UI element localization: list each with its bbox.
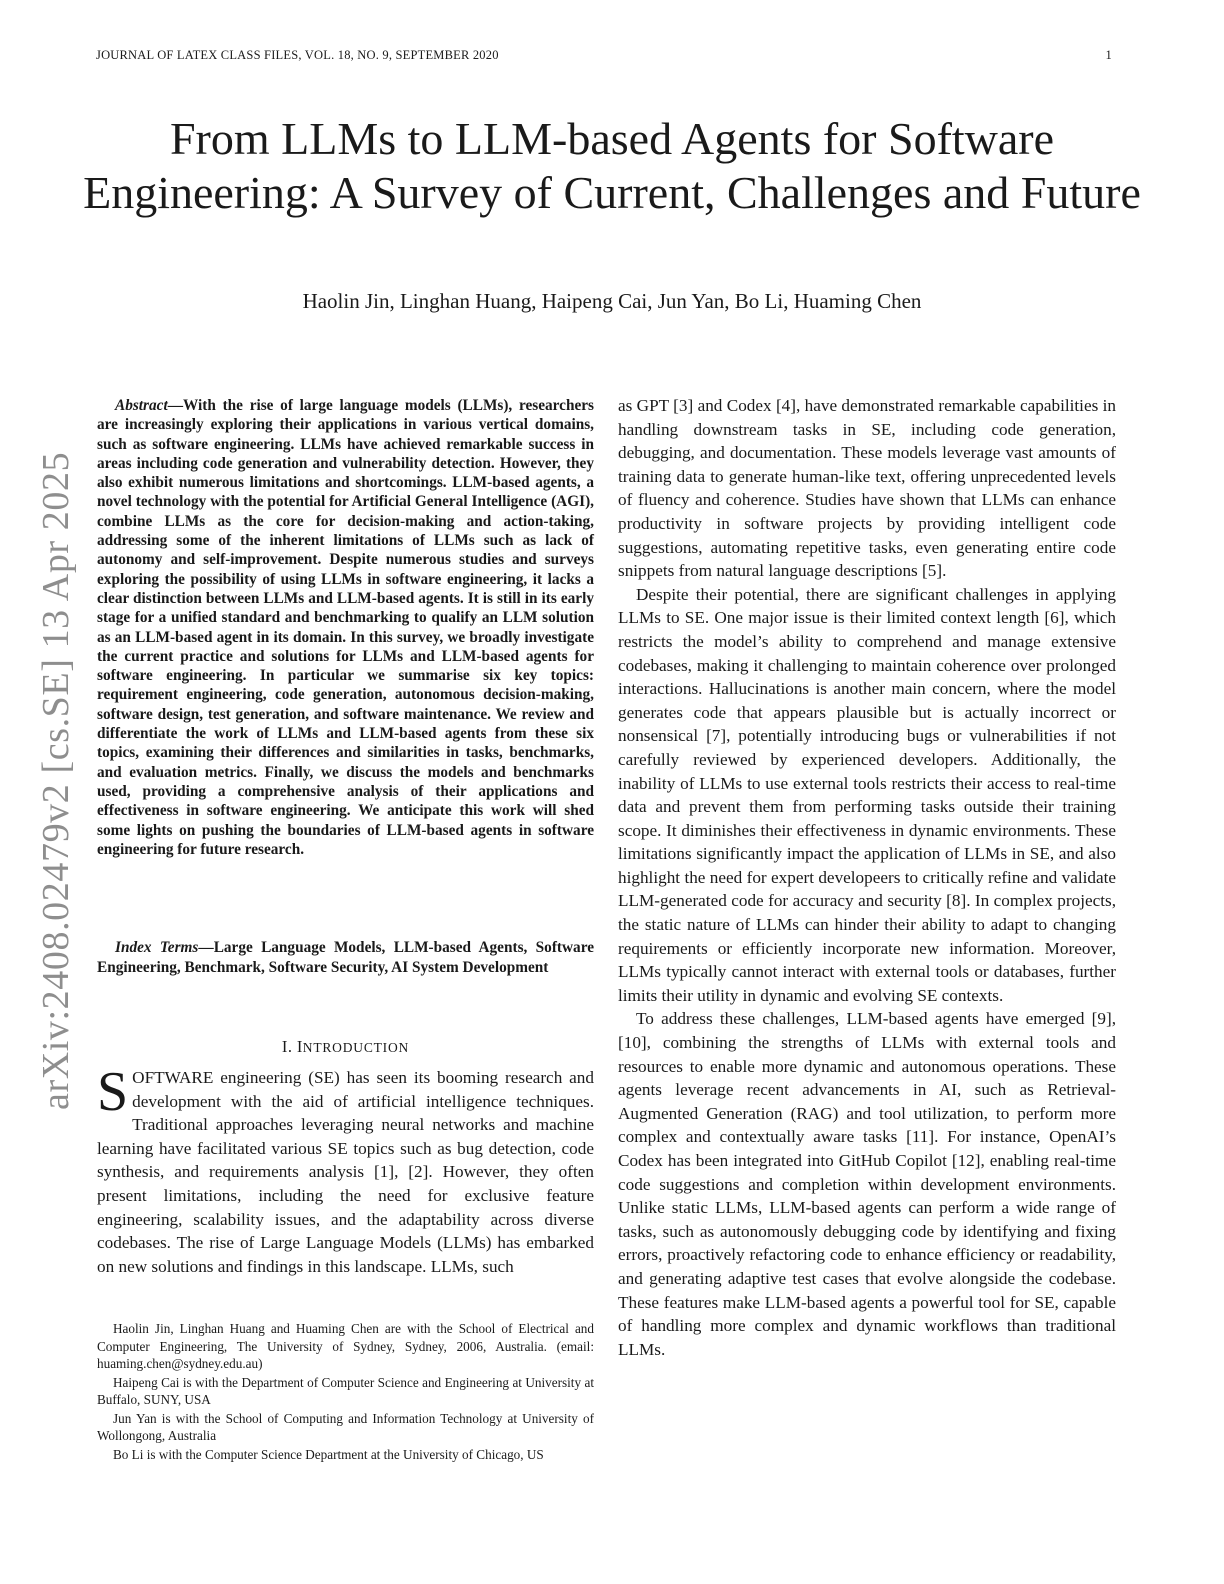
journal-name: JOURNAL OF LATEX CLASS FILES, VOL. 18, NO. 9, SEPTEMBER 2020	[96, 48, 499, 62]
abstract-label: Abstract	[115, 397, 168, 414]
section-number: I. I	[281, 1037, 303, 1056]
intro-text: engineering (SE) has seen its booming research and development with the aid of artificial intelligence techniques. Traditional approaches leveraging neural networks and machine learning have facilitated various SE topics such as bug detection, code synthesis, and requirements analysis [1], [2]. However, they often present limitations, including the need for exclusive feature engineering, scalability issues, and the adaptability across diverse codebases. The rise of Large Language Models (LLMs) has embarked on new solutions and findings in this landscape. LLMs, such	[97, 1068, 594, 1276]
right-column	[618, 394, 1116, 1361]
footnotes	[97, 1320, 594, 1464]
drop-cap: S	[97, 1061, 129, 1123]
author-list: Haolin Jin, Linghan Huang, Haipeng Cai, Jun Yan, Bo Li, Huaming Chen	[302, 289, 922, 313]
body-paragraph: Despite their potential, there are significant challenges in applying LLMs to SE. One major issue is their limited context length [6], which restricts the model’s ability to comprehend and manage extensive codebases, making it challenging to maintain coherence over prolonged interactions. Hallucinations is another main concern, where the model generates code that appears plausible but is actually incorrect or nonsensical [7], potentially introducing bugs or vulnerabilities if not carefully reviewed by experienced developers. Additionally, the inability of LLMs to use external tools restricts their access to real-time data and prevent them from performing tasks outside their training scope. It diminishes their effectiveness in dynamic environments. These limitations significantly impact the application of LLMs in SE, and also highlight the need for expert developeers to critically refine and validate LLM-generated code for accuracy and security [8]. In complex projects, the static nature of LLMs can hinder their ability to adapt to changing requirements or efficiently incorporate new information. Moreover, LLMs typically cannot interact with external tools or databases, further limits their utility in dynamic and evolving SE contexts.	[618, 584, 1116, 1005]
intro-first-word: OFTWARE	[132, 1068, 214, 1087]
footnote-affiliation: Haolin Jin, Linghan Huang and Huaming Chen are with the School of Electrical and Computer Engineering, The University of Sydney, Sydney, 2006, Australia. (email: huaming.chen@sydney.edu.au)	[97, 1321, 594, 1371]
index-terms	[97, 938, 594, 978]
index-terms-label: Index Terms	[115, 939, 199, 956]
section-heading-introduction	[97, 1037, 594, 1057]
abstract	[97, 396, 594, 859]
footnote-affiliation: Haipeng Cai is with the Department of Computer Science and Engineering at University at Buffalo, SUNY, USA	[97, 1374, 594, 1407]
index-terms-text: —Large Language Models, LLM-based Agents, Software Engineering, Benchmark, Software Security, AI System Development	[97, 939, 594, 976]
body-paragraph: as GPT [3] and Codex [4], have demonstrated remarkable capabilities in handling downstream tasks in SE, including code generation, debugging, and documentation. These models leverage vast amounts of training data to generate human-like text, offering unprecedented levels of fluency and coherence. Studies have shown that LLMs can enhance productivity in software projects by providing intelligent code suggestions, automating repetitive tasks, even generating entire code snippets from natural language descriptions [5].	[618, 396, 1116, 581]
running-header	[96, 48, 1116, 68]
body-paragraph: To address these challenges, LLM-based agents have emerged [9], [10], combining the strengths of LLMs with external tools and resources to enable more dynamic and autonomous operations. These agents leverage recent advancements in AI, such as Retrieval-Augmented Generation (RAG) and tool utilization, to perform more complex and contextually aware tasks [11]. For instance, OpenAI’s Codex has been integrated into GitHub Copilot [12], enabling real-time code suggestions and completion within development environments. Unlike static LLMs, LLM-based agents can perform a wide range of tasks, such as autonomously debugging code by identifying and fixing errors, proactively refactoring code to enhance efficiency or readability, and generating adaptive test cases that evolve alongside the codebase. These features make LLM-based agents a powerful tool for SE, capable of handling more complex and dynamic workflows than traditional LLMs.	[618, 1009, 1116, 1359]
footnote-affiliation: Bo Li is with the Computer Science Department at the University of Chicago, US	[113, 1446, 544, 1462]
section-title: NTRODUCTION	[302, 1040, 410, 1055]
page-number: 1	[1105, 48, 1112, 62]
arxiv-identifier: arXiv:2408.02479v2 [cs.SE] 13 Apr 2025	[35, 451, 77, 1110]
paper-title: From LLMs to LLM-based Agents for Software Engineering: A Survey of Current, Challenges and Future	[83, 113, 1141, 218]
intro-paragraph	[97, 1061, 594, 1278]
abstract-text: —With the rise of large language models (LLMs), researchers are increasingly exploring their applications in various vertical domains, such as software engineering. LLMs have achieved remarkable success in areas including code generation and vulnerability detection. However, they also exhibit numerous limitations and shortcomings. LLM-based agents, a novel technology with the potential for Artificial General Intelligence (AGI), combine LLMs as the core for decision-making and action-taking, addressing some of the inherent limitations of LLMs such as lack of autonomy and self-improvement. Despite numerous studies and surveys exploring the possibility of using LLMs in software engineering, it lacks a clear distinction between LLMs and LLM-based agents. It is still in its early stage for a unified standard and benchmarking to qualify an LLM solution as an LLM-based agent in its domain. In this survey, we broadly investigate the current practice and solutions for LLMs and LLM-based agents for software engineering. In particular we summarise six key topics: requirement engineering, code generation, autonomous decision-making, software design, test generation, and software maintenance. We review and differentiate the work of LLMs and LLM-based agents from these six topics, examining their differences and similarities in tasks, benchmarks, and evaluation metrics. Finally, we discuss the models and benchmarks used, providing a comprehensive analysis of their applications and effectiveness in software engineering. We anticipate this work will shed some lights on pushing the boundaries of LLM-based agents in software engineering for future research.	[97, 397, 594, 858]
footnote-affiliation: Jun Yan is with the School of Computing and Information Technology at University of Wollongong, Australia	[97, 1410, 594, 1443]
